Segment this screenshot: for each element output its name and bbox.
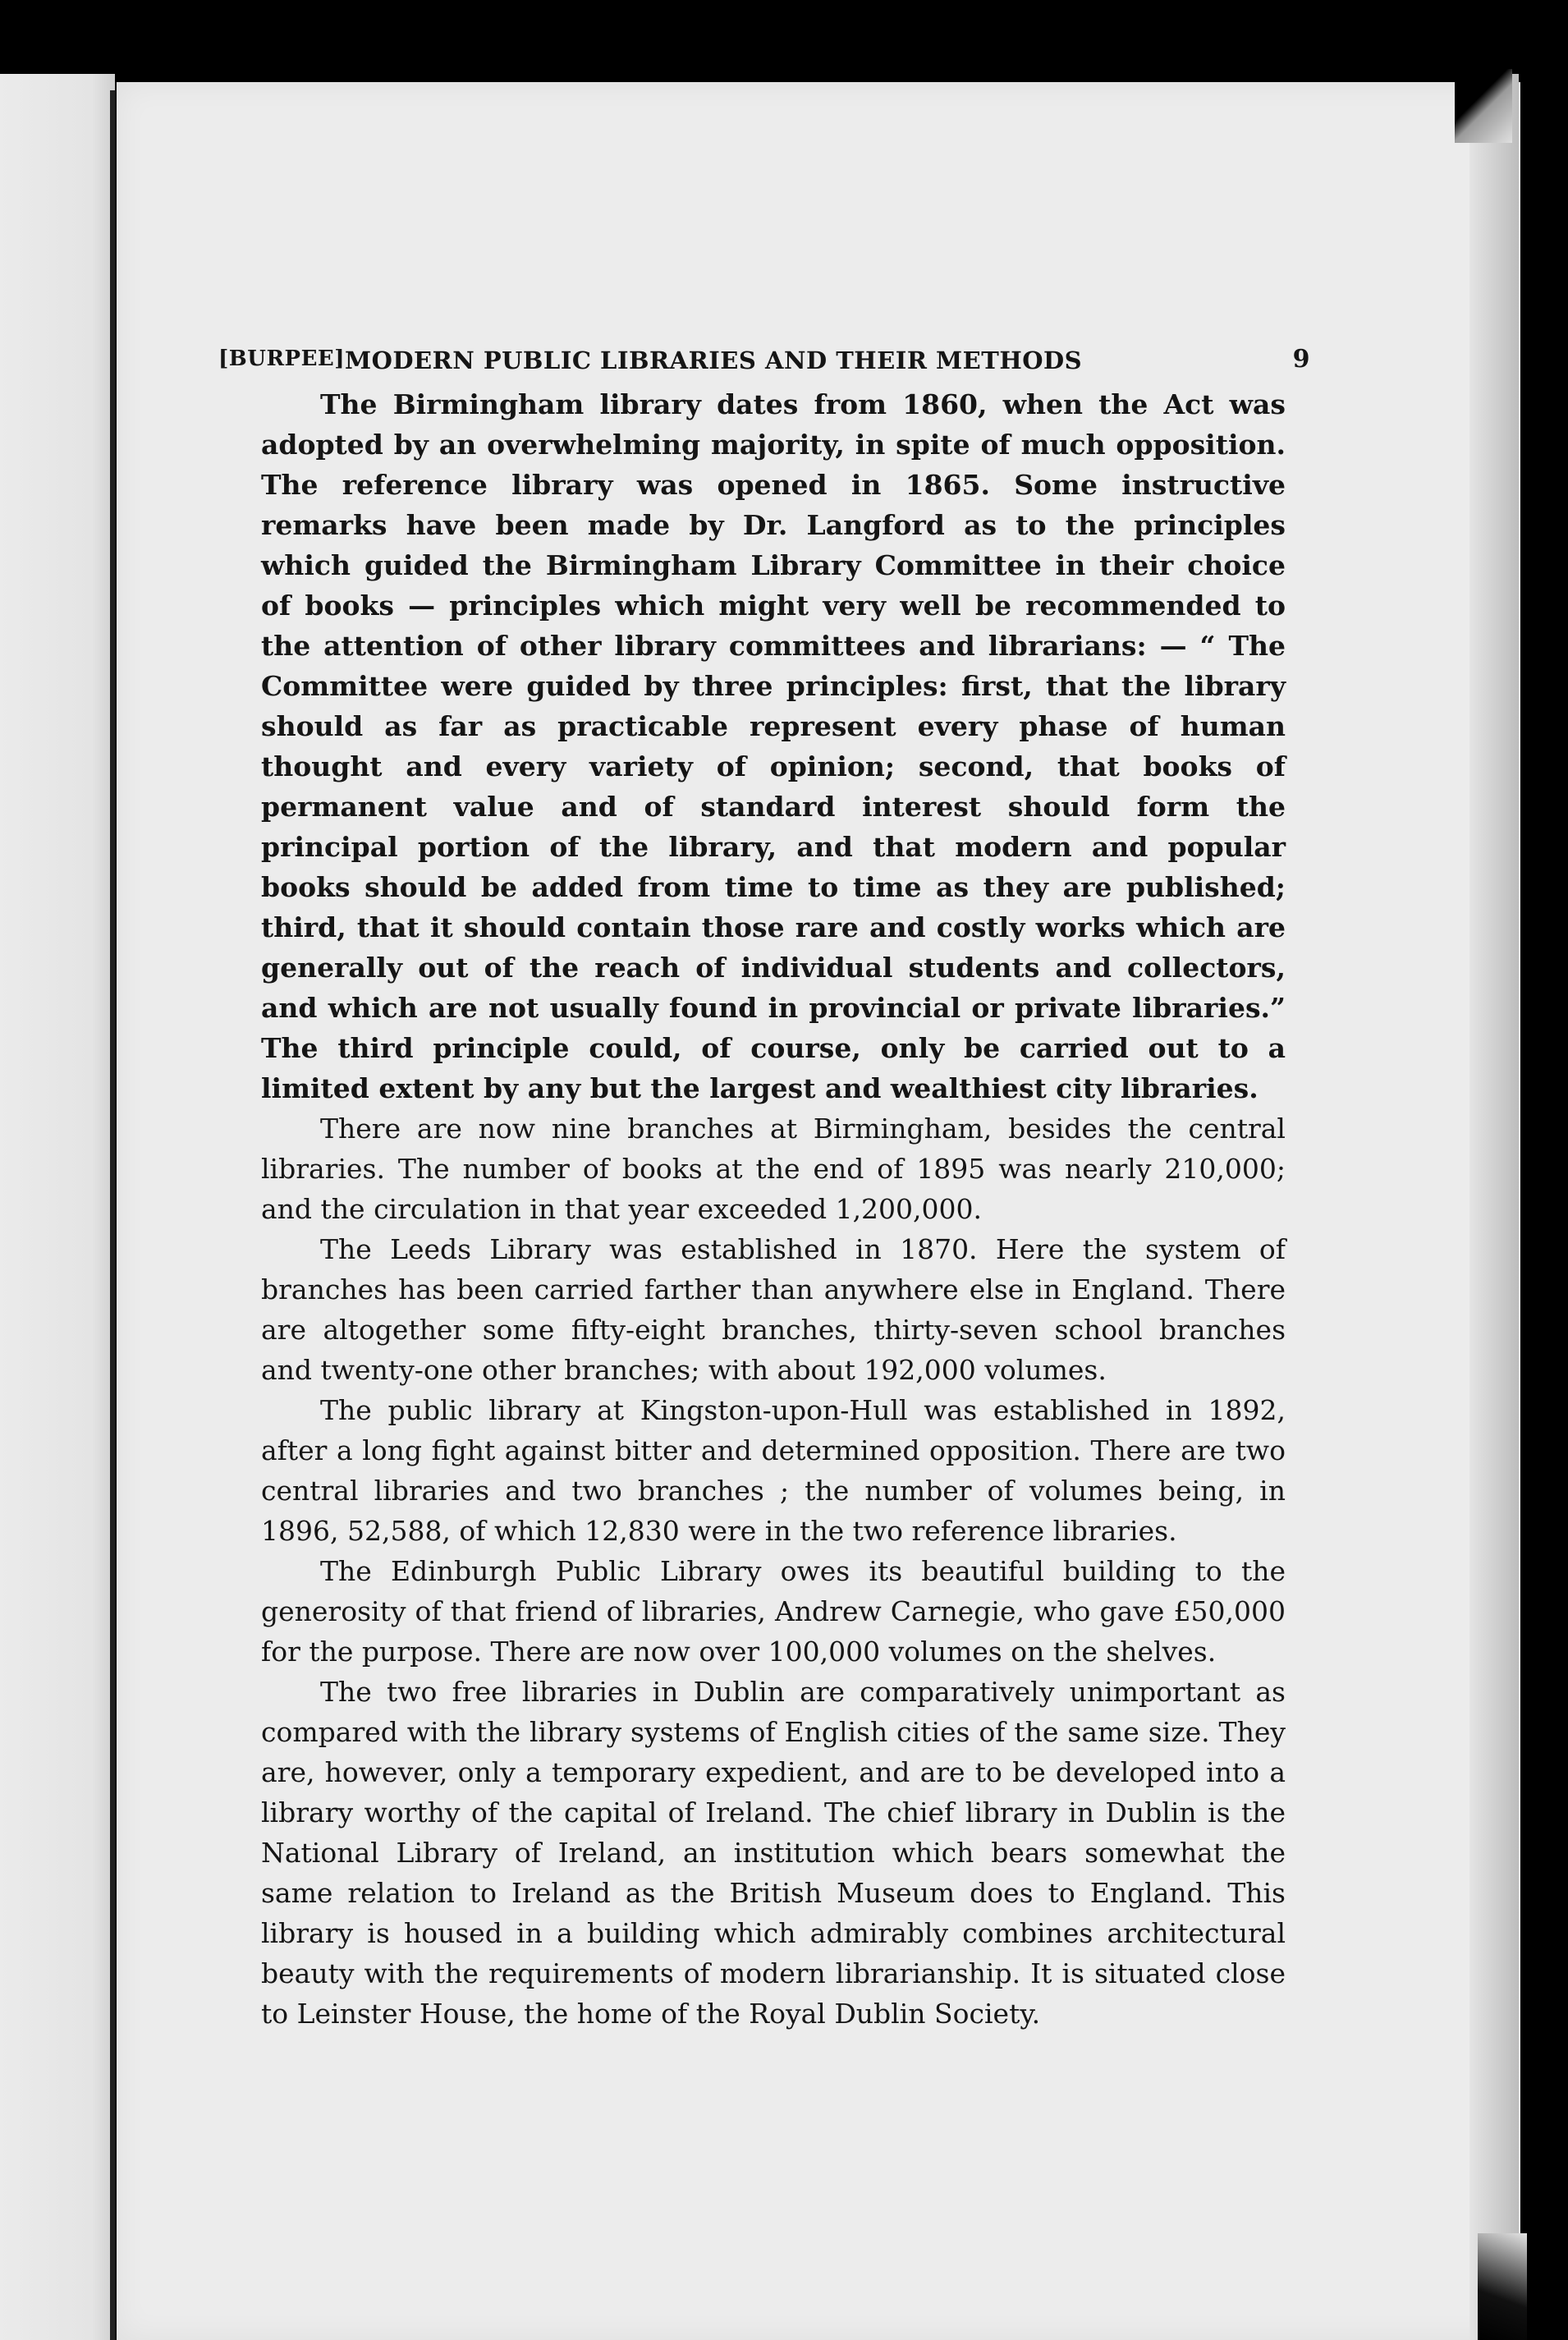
running-head-author: [BURPEE] [218,346,346,371]
running-head [218,338,1310,384]
paragraph-edinburgh: The Edinburgh Public Library owes its beautiful building to the generosity of that friend of libraries, Andrew Carnegie, who gave £50,000 for the purpose. There are now over 100,000 volumes on the shelves. [261,1555,1286,1668]
running-head-title: MODERN PUBLIC LIBRARIES AND THEIR METHODS [345,346,1083,374]
paragraph-dublin: The two free libraries in Dublin are comparatively unimportant as compared with the library systems of English cities of the same size. They are, however, only a temporary expedient, and are to be developed into a library worthy of the capital of Ireland. The chief library in Dublin is the National Library of Ireland, an institution which bears somewhat the same relation to Ireland as the British Museum does to England. This library is housed in a building which admirably combines architectural beauty with the requirements of modern librarianship. It is situated close to Leinster House, the home of the Royal Dublin Society. [261,1676,1286,2030]
paragraph-leeds: The Leeds Library was established in 1870. Here the system of branches has been carried farther than anywhere else in England. There are altogether some fifty-eight branches, thirty-seven school branches and twenty-one other branches; with about 192,000 volumes. [261,1233,1286,1386]
page-number: 9 [1292,345,1310,374]
book-spine-shadow [110,90,115,2340]
page-right-edge [1469,74,1519,2340]
page-content [218,338,1310,2034]
paragraph-hull: The public library at Kingston-upon-Hull was established in 1892, after a long fight against bitter and determined opposition. There are two central libraries and two branches ; the number of volumes being, in 1896, 52,588, of which 12,830 were in the two reference libraries. [261,1394,1286,1547]
facing-page-edge [0,74,115,2340]
page-corner-bottom [1478,2233,1527,2340]
page-corner-top [1455,69,1512,143]
paragraph-birmingham: The Birmingham library dates from 1860, when the Act was adopted by an overwhelming majority, in spite of much opposition. The reference library was opened in 1865. Some instructive remarks have been made by Dr. Langford as to the principles which guided the Birmingham Library Committee in their choice of books — principles which might very well be recommended to the attention of other library committees and librarians: — “ The Committee were guided by three principles: first, that the library should as far as practicable represent every phase of human thought and every variety of opinion; second, that books of permanent value and of standard interest should form the principal portion of the library, and that modern and popular books should be added from time to time as they are published; third, that it should contain those rare and costly works which are generally out of the reach of individual students and collectors, and which are not usually found in provincial or private libraries.” The third principle could, of course, only be carried out to a limited extent by any but the largest and wealthiest city libraries. [261,388,1286,1104]
paragraph-birmingham-branches: There are now nine branches at Birmingham, besides the central libraries. The number of books at the end of 1895 was nearly 210,000; and the circulation in that year exceeded 1,200,000. [261,1113,1286,1225]
